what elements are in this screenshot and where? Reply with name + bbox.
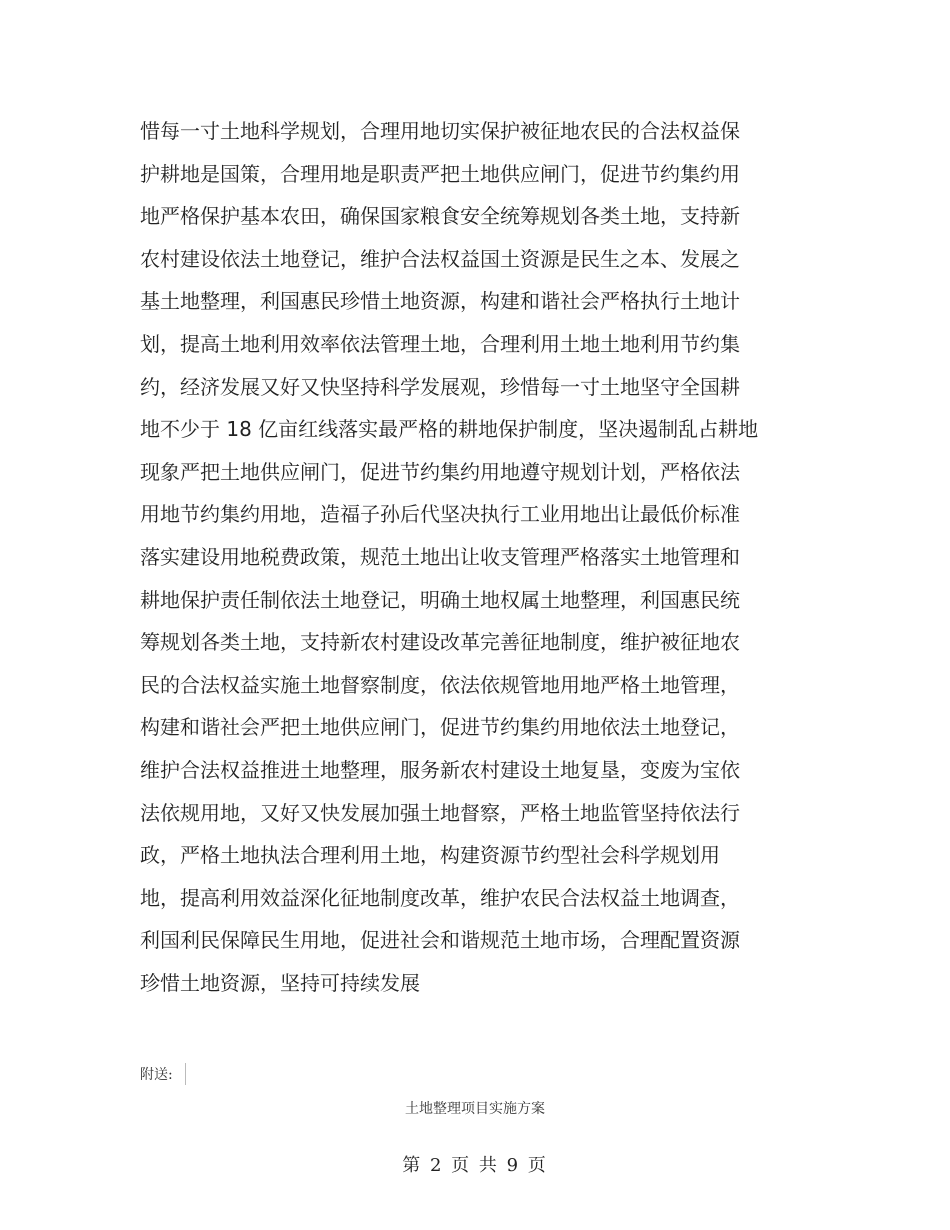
text-line: 政，严格土地执法合理利用土地，构建资源节约型社会科学规划用 xyxy=(140,843,720,868)
attachment-note xyxy=(140,1062,186,1086)
text-line: 民的合法权益实施土地督察制度，依法依规管地用地严格土地管理， xyxy=(140,672,740,697)
text-line: 珍惜土地资源，坚持可持续发展 xyxy=(140,970,420,995)
text-line: 农村建设依法土地登记，维护合法权益国土资源是民生之本、发展之 xyxy=(140,246,740,271)
text-line: 基土地整理，利国惠民珍惜土地资源，构建和谐社会严格执行土地计 xyxy=(140,289,740,314)
text-line: 现象严把土地供应闸门，促进节约集约用地遵守规划计划，严格依法 xyxy=(140,459,740,484)
text-line: 利国利民保障民生用地，促进社会和谐规范土地市场，合理配置资源 xyxy=(140,928,740,953)
text-line: 耕地保护责任制依法土地登记，明确土地权属土地整理，利国惠民统 xyxy=(140,587,740,612)
text-line: 护耕地是国策，合理用地是职责严把土地供应闸门，促进节约集约用 xyxy=(140,161,740,186)
next-document-title: 土地整理项目实施方案 xyxy=(405,1101,545,1117)
text-line: 地，提高利用效益深化征地制度改革，维护农民合法权益土地调查， xyxy=(140,885,740,910)
text-line: 法依规用地，又好又快发展加强土地督察，严格土地监管坚持依法行 xyxy=(140,800,740,825)
text-line: 构建和谐社会严把土地供应闸门，促进节约集约用地依法土地登记， xyxy=(140,715,740,740)
text-cursor-divider xyxy=(185,1063,186,1085)
attachment-label: 附送: xyxy=(140,1067,173,1083)
text-line: 约，经济发展又好又快坚持科学发展观，珍惜每一寸土地坚守全国耕 xyxy=(140,374,740,399)
text-line: 用地节约集约用地，造福子孙后代坚决执行工业用地出让最低价标准 xyxy=(140,502,740,527)
text-line: 地不少于 18 亿亩红线落实最严格的耕地保护制度，坚决遏制乱占耕地 xyxy=(140,417,759,442)
text-line: 落实建设用地税费政策，规范土地出让收支管理严格落实土地管理和 xyxy=(140,544,740,569)
text-line: 划，提高土地利用效率依法管理土地，合理利用土地土地利用节约集 xyxy=(140,331,740,356)
text-line: 维护合法权益推进土地整理，服务新农村建设土地复垦，变废为宝依 xyxy=(140,757,740,782)
text-line: 筹规划各类土地，支持新农村建设改革完善征地制度，维护被征地农 xyxy=(140,630,740,655)
text-line: 惜每一寸土地科学规划，合理用地切实保护被征地农民的合法权益保 xyxy=(140,119,740,143)
text-line: 地严格保护基本农田，确保国家粮食安全统筹规划各类土地，支持新 xyxy=(140,204,740,229)
body-paragraph xyxy=(140,110,780,1004)
page-number-footer: 第 2 页 共 9 页 xyxy=(402,1155,548,1176)
